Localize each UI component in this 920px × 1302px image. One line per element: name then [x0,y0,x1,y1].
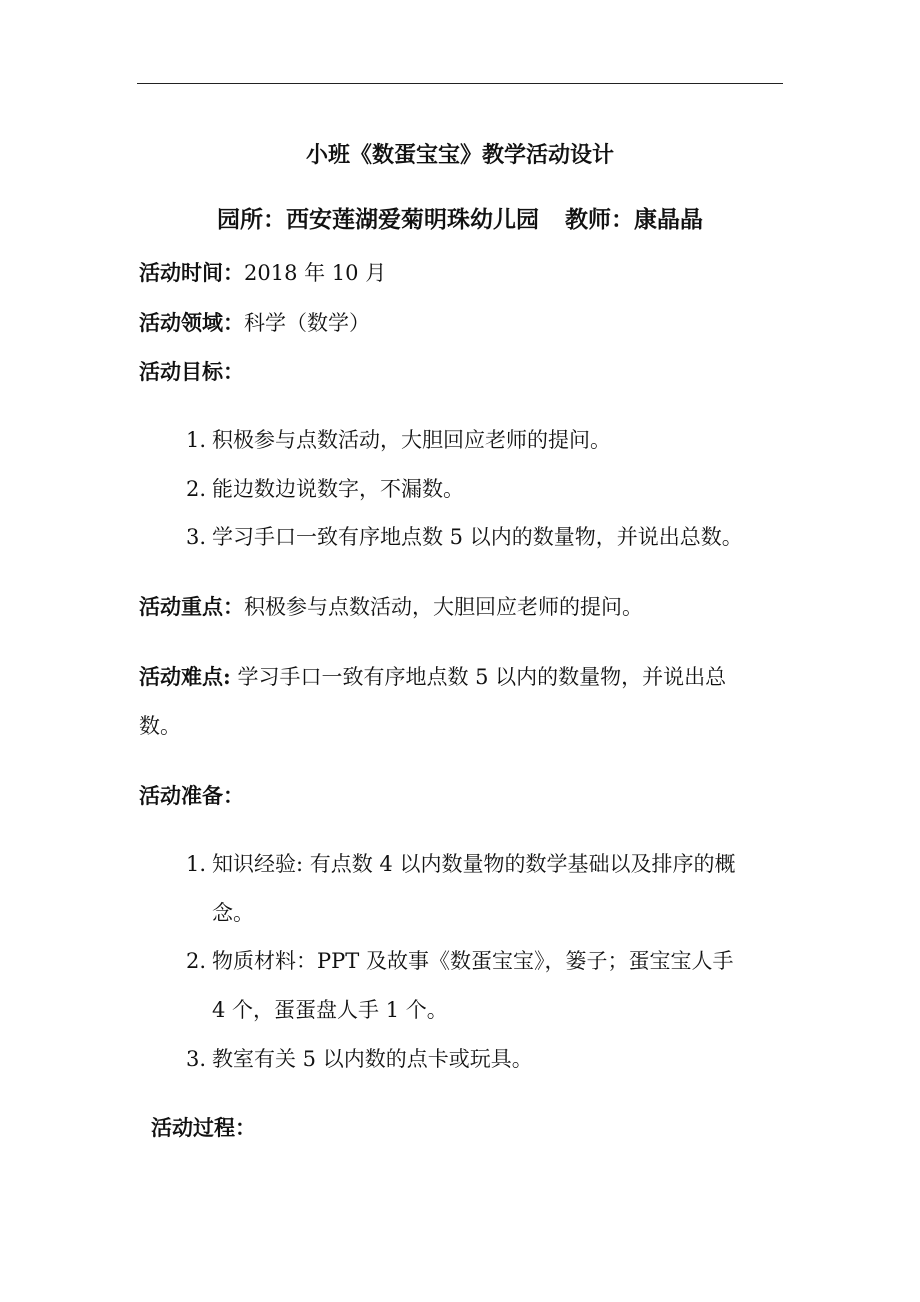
document-title: 小班《数蛋宝宝》教学活动设计 [305,142,614,168]
prep-text: 知识经验: 有点数 4 以内数量物的数学基础以及排序的概 [212,852,736,876]
goal-number: 3. [186,525,207,549]
prep-text: 物质材料：PPT 及故事《数蛋宝宝》，篓子；蛋宝宝人手 [212,949,734,973]
prep-item [186,946,733,976]
goal-item [186,522,743,552]
activity-time [139,258,386,288]
prep-heading: 活动准备： [139,783,244,808]
difficulty-text: 学习手口一致有序地点数 5 以内的数量物，并说出总 [230,665,727,689]
activity-domain-label: 活动领域： [139,310,244,335]
activity-time-label: 活动时间： [139,260,244,285]
prep-continuation: 4 个，蛋蛋盘人手 1 个。 [212,998,448,1022]
goal-text: 积极参与点数活动，大胆回应老师的提问。 [212,428,611,452]
header-rule [137,83,783,84]
prep-continuation: 念。 [212,901,254,925]
prep-number: 3. [186,1047,207,1071]
key-point-label: 活动重点： [139,594,244,619]
goal-item [186,474,464,504]
goals-heading: 活动目标： [139,359,244,384]
prep-number: 1. [186,852,207,876]
goal-text: 学习手口一致有序地点数 5 以内的数量物，并说出总数。 [212,525,743,549]
prep-item [186,1044,533,1074]
goal-text: 能边数边说数字，不漏数。 [212,477,464,501]
kindergarten-name: 园所：西安莲湖爱菊明珠幼儿园 [217,206,539,233]
activity-time-value: 2018 年 10 月 [244,261,387,285]
goal-number: 1. [186,428,207,452]
goal-item [186,425,611,455]
teacher-name: 教师：康晶晶 [565,206,703,233]
prep-item [186,849,735,879]
key-point-text: 积极参与点数活动，大胆回应老师的提问。 [244,595,643,619]
org-line [0,205,920,235]
goal-number: 2. [186,477,207,501]
key-point [139,592,643,622]
prep-text: 教室有关 5 以内数的点卡或玩具。 [212,1047,533,1071]
prep-number: 2. [186,949,207,973]
difficulty-label: 活动难点: [139,664,231,689]
process-heading: 活动过程： [151,1115,256,1140]
difficulty [139,662,726,692]
activity-domain-value: 科学（数学） [244,311,370,335]
difficulty-continuation: 数。 [139,714,181,738]
activity-domain [139,308,370,338]
